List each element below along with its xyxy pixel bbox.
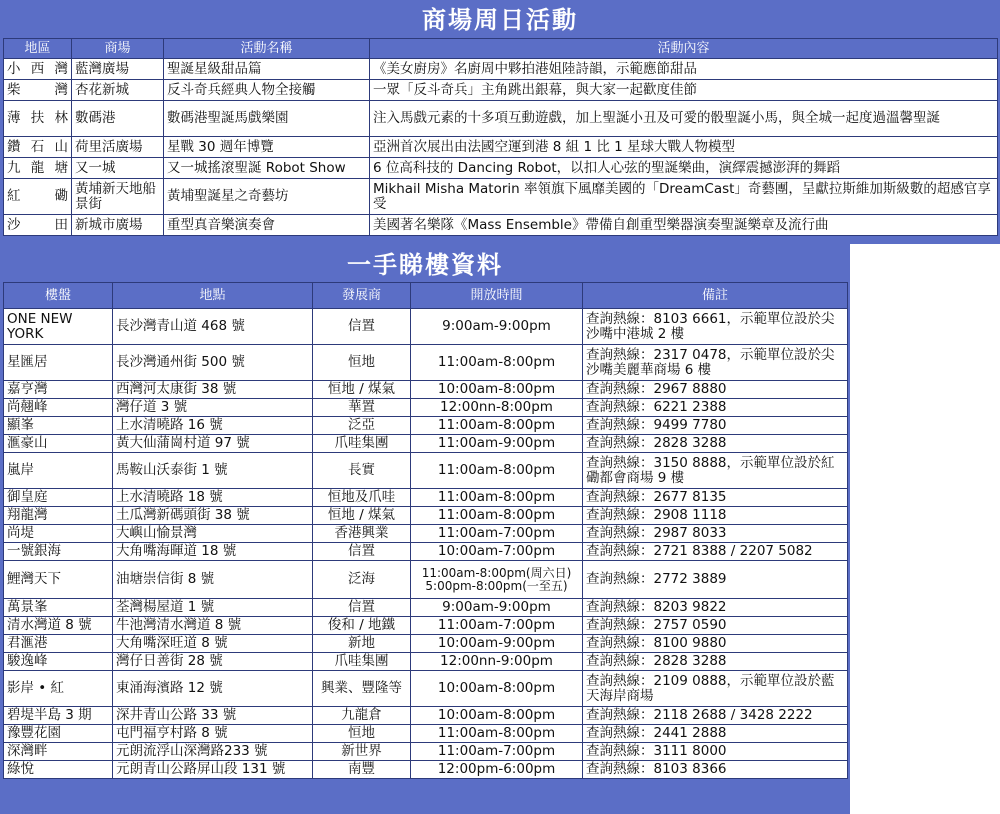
event-district: 九龍塘 [4,158,72,179]
home-hours-weekend: 11:00am-8:00pm(周六日) [421,565,572,580]
home-developer: 恒地 [313,725,411,743]
home-estate: 碧堤半島 3 期 [4,707,113,725]
home-estate: 御皇庭 [4,489,113,507]
home-hours: 11:00am-8:00pm [411,507,583,525]
table-row [4,653,848,671]
home-developer: 香港興業 [313,525,411,543]
home-location: 牛池灣清水灣道 8 號 [113,617,313,635]
home-location: 油塘崇信街 8 號 [113,561,313,599]
event-mall: 新城市廣場 [72,215,164,236]
event-district: 薄扶林 [4,101,72,137]
home-hours-weekday: 5:00pm-8:00pm(一至五) [425,578,568,593]
events-section [0,0,1000,244]
home-hours: 11:00am-7:00pm [411,525,583,543]
home-location: 大角嘴海暉道 18 號 [113,543,313,561]
event-name: 聖誕星級甜品篇 [164,59,370,80]
home-hours: 11:00am-8:00pm [411,489,583,507]
home-estate: 綠悅 [4,761,113,779]
event-content: Mikhail Misha Matorin 率領旗下風靡美國的「DreamCast」奇藝團，呈獻拉斯維加斯級數的超感官享受 [370,179,998,215]
home-estate: 翔龍灣 [4,507,113,525]
home-developer: 信置 [313,543,411,561]
home-developer: 爪哇集團 [313,435,411,453]
home-developer: 華置 [313,399,411,417]
homes-header-developer: 發展商 [313,283,411,309]
events-table [3,38,998,236]
home-hours: 10:00am-9:00pm [411,635,583,653]
event-name: 星戰 30 週年博覽 [164,137,370,158]
home-estate: 一號銀海 [4,543,113,561]
event-mall: 黃埔新天地船景街 [72,179,164,215]
home-estate: 鯉灣天下 [4,561,113,599]
home-hours: 11:00am-8:00pm [411,453,583,489]
events-header-district: 地區 [4,39,72,59]
home-hours: 10:00am-8:00pm [411,671,583,707]
home-hours: 12:00pm-6:00pm [411,761,583,779]
home-location: 東涌海濱路 12 號 [113,671,313,707]
home-location: 黃大仙蒲崗村道 97 號 [113,435,313,453]
table-row [4,158,998,179]
table-row [4,80,998,101]
event-content: 《美女廚房》名廚周中夥拍港姐陸詩韻，示範應節甜品 [370,59,998,80]
home-hours: 10:00am-8:00pm [411,381,583,399]
homes-header-row [4,283,848,309]
table-row [4,453,848,489]
event-name: 黃埔聖誕星之奇藝坊 [164,179,370,215]
home-developer: 泛海 [313,561,411,599]
homes-header-location: 地點 [113,283,313,309]
home-developer: 恒地 / 煤氣 [313,507,411,525]
home-estate: 駿逸峰 [4,653,113,671]
event-mall: 數碼港 [72,101,164,137]
table-row [4,725,848,743]
home-hours: 11:00am-8:00pm [411,345,583,381]
event-content: 注入馬戲元素的十多項互動遊戲，加上聖誕小丑及可愛的骰聖誕小馬，與全城一起度過溫馨聖誕 [370,101,998,137]
home-developer: 新世界 [313,743,411,761]
home-developer: 長實 [313,453,411,489]
home-estate: 尚翹峰 [4,399,113,417]
home-remark: 查詢熱線：2772 3889 [583,561,848,599]
homes-header-estate: 樓盤 [4,283,113,309]
table-row [4,743,848,761]
table-row [4,435,848,453]
home-hours: 10:00am-7:00pm [411,543,583,561]
table-row [4,101,998,137]
event-content: 6 位高科技的 Dancing Robot，以扣人心弦的聖誕樂曲，演繹震撼澎湃的舞蹈 [370,158,998,179]
home-estate: 星匯居 [4,345,113,381]
table-row [4,617,848,635]
home-remark: 查詢熱線：3111 8000 [583,743,848,761]
home-developer: 信置 [313,599,411,617]
home-hours: 11:00am-7:00pm [411,743,583,761]
home-remark: 查詢熱線：2317 0478，示範單位設於尖沙嘴美麗華商場 6 樓 [583,345,848,381]
home-location: 屯門福亨村路 8 號 [113,725,313,743]
table-row [4,561,848,599]
events-header-row [4,39,998,59]
home-hours: 11:00am-9:00pm [411,435,583,453]
table-row [4,489,848,507]
table-row [4,381,848,399]
home-estate: 深灣畔 [4,743,113,761]
home-location: 上水清曉路 18 號 [113,489,313,507]
table-row [4,543,848,561]
home-remark: 查詢熱線：2757 0590 [583,617,848,635]
home-estate: 顯峯 [4,417,113,435]
home-location: 長沙灣通州街 500 號 [113,345,313,381]
event-district: 小西灣 [4,59,72,80]
home-developer: 興業、豐隆等 [313,671,411,707]
home-location: 灣仔日善街 28 號 [113,653,313,671]
homes-title: 一手睇樓資料 [347,251,503,279]
home-location: 元朗流浮山深灣路233 號 [113,743,313,761]
events-title: 商場周日活動 [422,6,578,34]
table-row [4,59,998,80]
home-remark: 查詢熱線：8103 6661，示範單位設於尖沙嘴中港城 2 樓 [583,309,848,345]
table-row [4,525,848,543]
home-remark: 查詢熱線：8203 9822 [583,599,848,617]
home-estate: 豫豐花園 [4,725,113,743]
home-remark: 查詢熱線：2967 8880 [583,381,848,399]
home-remark: 查詢熱線：6221 2388 [583,399,848,417]
events-header-name: 活動名稱 [164,39,370,59]
event-mall: 又一城 [72,158,164,179]
event-name: 又一城搖滾聖誕 Robot Show [164,158,370,179]
home-remark: 查詢熱線：9499 7780 [583,417,848,435]
table-row [4,137,998,158]
table-row [4,761,848,779]
home-location: 灣仔道 3 號 [113,399,313,417]
home-estate: 嵐岸 [4,453,113,489]
table-row [4,507,848,525]
home-location: 西灣河太康街 38 號 [113,381,313,399]
home-location: 土瓜灣新碼頭街 38 號 [113,507,313,525]
home-hours: 9:00am-9:00pm [411,309,583,345]
home-developer: 泛亞 [313,417,411,435]
home-remark: 查詢熱線：2987 8033 [583,525,848,543]
home-remark: 查詢熱線：2441 2888 [583,725,848,743]
home-location: 大角嘴深旺道 8 號 [113,635,313,653]
home-developer: 新地 [313,635,411,653]
home-remark: 查詢熱線：2828 3288 [583,653,848,671]
home-remark: 查詢熱線：2109 0888，示範單位設於藍天海岸商場 [583,671,848,707]
home-hours: 11:00am-8:00pm [411,417,583,435]
home-estate: 滙豪山 [4,435,113,453]
event-name: 反斗奇兵經典人物全接觸 [164,80,370,101]
event-name: 重型真音樂演奏會 [164,215,370,236]
homes-header-remark: 備註 [583,283,848,309]
home-estate: 萬景峯 [4,599,113,617]
home-remark: 查詢熱線：3150 8888，示範單位設於紅磡都會商場 9 樓 [583,453,848,489]
event-mall: 荷里活廣場 [72,137,164,158]
home-location: 大嶼山愉景灣 [113,525,313,543]
table-row [4,707,848,725]
home-developer: 恒地 / 煤氣 [313,381,411,399]
table-row [4,399,848,417]
table-row [4,309,848,345]
home-hours: 12:00nn-9:00pm [411,653,583,671]
home-remark: 查詢熱線：8100 9880 [583,635,848,653]
home-location: 馬鞍山沃泰街 1 號 [113,453,313,489]
home-remark: 查詢熱線：2118 2688 / 3428 2222 [583,707,848,725]
home-developer: 信置 [313,309,411,345]
homes-table [3,282,848,779]
table-row [4,179,998,215]
home-estate: 影岸 • 紅 [4,671,113,707]
home-location: 元朗青山公路屏山段 131 號 [113,761,313,779]
home-remark: 查詢熱線：8103 8366 [583,761,848,779]
home-estate: 尚堤 [4,525,113,543]
event-district: 沙 田 [4,215,72,236]
home-remark: 查詢熱線：2677 8135 [583,489,848,507]
event-mall: 藍灣廣場 [72,59,164,80]
home-remark: 查詢熱線：2828 3288 [583,435,848,453]
event-mall: 杏花新城 [72,80,164,101]
table-row [4,215,998,236]
home-developer: 南豐 [313,761,411,779]
home-estate: 君滙港 [4,635,113,653]
homes-section [0,244,850,814]
home-location: 上水清曉路 16 號 [113,417,313,435]
event-district: 紅 磡 [4,179,72,215]
home-hours: 12:00nn-8:00pm [411,399,583,417]
event-name: 數碼港聖誕馬戲樂園 [164,101,370,137]
event-district: 鑽石山 [4,137,72,158]
home-developer: 恒地及爪哇 [313,489,411,507]
home-location: 深井青山公路 33 號 [113,707,313,725]
table-row [4,417,848,435]
table-row [4,635,848,653]
home-remark: 查詢熱線：2721 8388 / 2207 5082 [583,543,848,561]
events-header-content: 活動內容 [370,39,998,59]
home-estate: 嘉亨灣 [4,381,113,399]
home-hours: 11:00am-7:00pm [411,617,583,635]
event-content: 美國著名樂隊《Mass Ensemble》帶備自創重型樂器演奏聖誕樂章及流行曲 [370,215,998,236]
table-row [4,599,848,617]
home-hours: 11:00am-8:00pm [411,725,583,743]
home-hours [411,561,583,599]
home-hours: 9:00am-9:00pm [411,599,583,617]
table-row [4,345,848,381]
event-district: 柴 灣 [4,80,72,101]
table-row [4,671,848,707]
home-developer: 恒地 [313,345,411,381]
home-estate: ONE NEW YORK [4,309,113,345]
event-content: 亞洲首次展出由法國空運到港 8 組 1 比 1 星球大戰人物模型 [370,137,998,158]
event-content: 一眾「反斗奇兵」主角跳出銀幕，與大家一起歡度佳節 [370,80,998,101]
home-estate: 清水灣道 8 號 [4,617,113,635]
homes-header-hours: 開放時間 [411,283,583,309]
home-developer: 爪哇集團 [313,653,411,671]
home-developer: 九龍倉 [313,707,411,725]
home-developer: 俊和 / 地鐵 [313,617,411,635]
home-location: 長沙灣青山道 468 號 [113,309,313,345]
home-remark: 查詢熱線：2908 1118 [583,507,848,525]
events-header-mall: 商場 [72,39,164,59]
home-location: 荃灣楊屋道 1 號 [113,599,313,617]
home-hours: 10:00am-8:00pm [411,707,583,725]
